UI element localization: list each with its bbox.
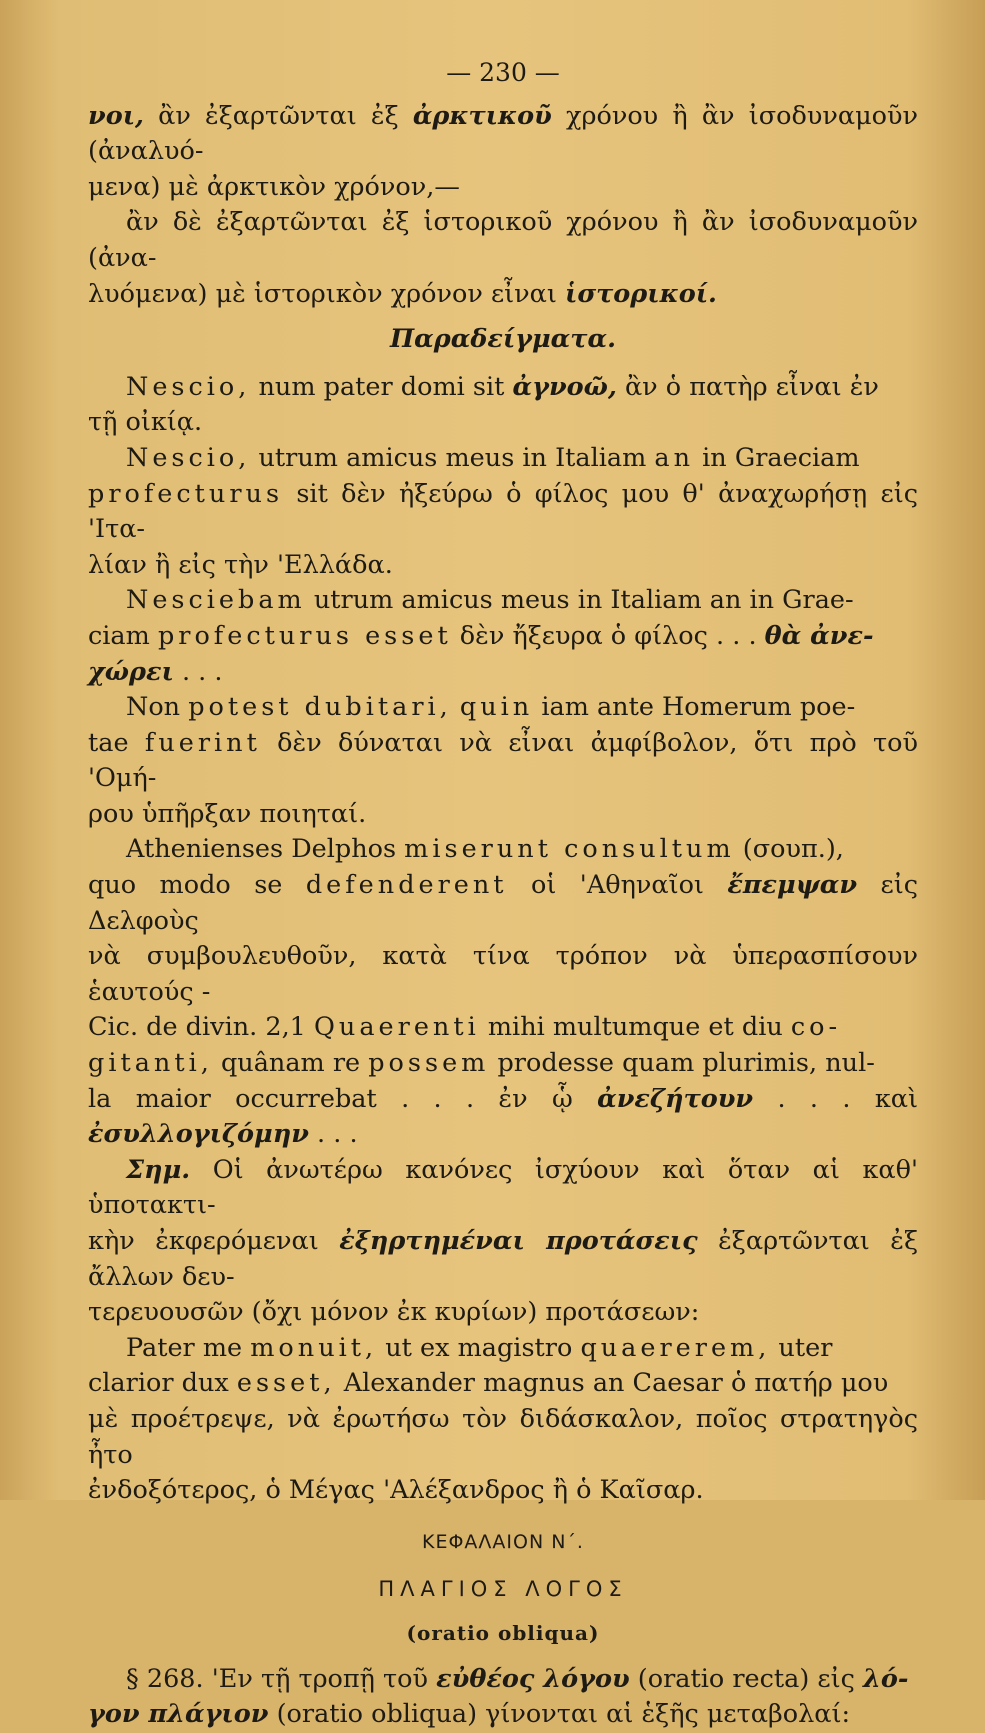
text-run: (σουπ.),: [734, 834, 844, 865]
text-run: ἂν δὲ ἐξαρτῶνται ἐξ ἱστορικοῦ χρόνου ἢ ἂν ἰσοδυναμοῦν (ἀνα-: [88, 207, 918, 273]
text-run: ἂν ἐξαρτῶνται ἐξ: [143, 100, 413, 131]
text-run: utrum amicus meus in Italiam an in Grae-: [305, 585, 854, 616]
text-run: mihi multumque et diu: [479, 1012, 791, 1043]
examples-heading: Παραδείγματα.: [390, 324, 616, 355]
text-run: . . .: [173, 656, 223, 687]
text-run: quin: [459, 692, 534, 723]
page-text: [88, 55, 918, 1733]
text-run: χώρει: [88, 656, 174, 687]
example-5: [88, 832, 918, 1152]
text-run: ἱστορικοί.: [564, 278, 717, 309]
text-run: iam ante Homerum poe-: [533, 692, 856, 723]
text-run: an: [654, 442, 695, 473]
text-run: in Graeciam: [694, 442, 860, 473]
text-run: [452, 692, 460, 722]
text-run: esset,: [236, 1368, 336, 1399]
text-run: εὐθέος λόγου: [436, 1663, 630, 1694]
text-run: νὰ συμβουλευθοῦν, κατὰ τίνα τρόπον νὰ ὑπερασπίσουν ἑαυτούς -: [88, 941, 918, 1007]
text-run: . . .: [308, 1119, 358, 1150]
text-run: § 268. 'Εν τῇ τροπῇ τοῦ: [126, 1663, 437, 1694]
text-run: τῇ οἰκίᾳ.: [88, 407, 203, 438]
text-run: ἂν ὁ πατὴρ εἶναι ἐν: [616, 371, 879, 402]
text-run: ρου ὑπῆρξαν ποιηταί.: [88, 798, 367, 829]
section-268: [88, 1662, 918, 1733]
text-run: . . . καὶ: [753, 1083, 918, 1114]
text-run: ἀγνοῶ,: [512, 371, 617, 402]
text-run: εἰς Δελφοὺς: [88, 870, 918, 936]
text-run: ἀρκτικοῦ: [412, 100, 552, 131]
text-run: quo modo se: [88, 870, 306, 901]
chapter-subtitle-latin: (oratio obliqua): [406, 1620, 600, 1645]
text-run: fuerint: [144, 727, 261, 758]
text-run: la maior occurrebat . . . ἐν ᾧ: [88, 1083, 598, 1114]
text-run: τερευουσῶν (ὄχι μόνον ἐκ κυρίων) προτάσεων:: [88, 1297, 700, 1328]
text-run: num pater domi sit: [250, 371, 513, 402]
example-3: [88, 583, 918, 690]
text-run: δὲν ἤξευρα ὁ φίλος . . .: [451, 620, 765, 651]
text-run: (oratio obliqua) γίνονται αἱ ἑξῆς μεταβολαί:: [268, 1699, 851, 1730]
text-run: quânam re: [212, 1048, 369, 1079]
text-run: ut ex magistro: [377, 1332, 581, 1363]
text-run: ciam: [88, 620, 158, 651]
text-run: sit δὲν ἠξεύρω ὁ φίλος μου θ' ἀναχωρήσῃ εἰς 'Ιτα-: [88, 478, 918, 545]
text-run: λό-: [863, 1663, 909, 1694]
text-run: uter: [770, 1332, 833, 1363]
text-run: clarior dux: [88, 1368, 237, 1399]
text-run: νοι,: [88, 100, 144, 131]
text-run: Athenienses Delphos: [126, 834, 405, 865]
text-run: Nescio,: [126, 442, 251, 473]
text-run: tae: [88, 727, 145, 758]
text-run: co-: [790, 1012, 842, 1043]
text-run: μενα) μὲ ἀρκτικὸν χρόνον,—: [88, 171, 460, 202]
text-run: quaererem,: [580, 1332, 771, 1363]
text-run: λυόμενα) μὲ ἱστορικὸν χρόνον εἶναι: [88, 278, 565, 309]
text-run: ἐσυλλογιζόμην: [88, 1119, 309, 1150]
text-run: Nesciebam: [126, 585, 306, 616]
text-run: miserunt consultum: [404, 834, 735, 865]
text-run: δὲν δύναται νὰ εἶναι ἀμφίβολον, ὅτι πρὸ τοῦ 'Ομή-: [88, 727, 918, 794]
text-run: prodesse quam plurimis, nul-: [489, 1048, 875, 1079]
example-1: [88, 370, 918, 441]
text-run: ἐνδοξότερος, ὁ Μέγας 'Αλέξανδρος ἢ ὁ Καῖσαρ.: [88, 1475, 704, 1506]
chapter-subtitle: ΠΛΑΓΙΟΣ ΛΟΓΟΣ: [378, 1577, 628, 1602]
text-run: monuit,: [250, 1332, 378, 1363]
text-run: χρόνου ἢ ἂν ἰσοδυναμοῦν (ἀναλυό-: [88, 100, 918, 167]
text-run: Οἱ ἀνωτέρω κανόνες ἰσχύουν καὶ ὅταν αἱ καθ' ὑποτακτι-: [88, 1154, 918, 1221]
text-run: Pater me: [126, 1332, 251, 1363]
example-6: [88, 1331, 918, 1509]
text-run: θὰ ἀνε-: [764, 620, 874, 651]
text-run: ἀνεζήτουν: [597, 1083, 754, 1114]
text-run: profecturus: [88, 478, 284, 509]
text-run: γον πλάγιον: [88, 1699, 269, 1730]
text-run: οἱ 'Αθηναῖοι: [507, 870, 728, 901]
example-4: [88, 690, 918, 832]
text-run: profecturus esset: [157, 620, 452, 651]
page-number: — 230 —: [446, 58, 560, 87]
text-run: gitanti,: [88, 1048, 213, 1079]
text-run: potest dubitari,: [188, 692, 452, 723]
text-run: Σημ.: [126, 1154, 191, 1185]
text-run: defenderent: [305, 870, 508, 901]
text-run: Cic. de divin. 2,1: [88, 1012, 315, 1043]
text-run: λίαν ἢ εἰς τὴν 'Ελλάδα.: [88, 549, 393, 580]
text-run: Alexander magnus an Caesar ὁ πατήρ μου: [335, 1368, 889, 1399]
text-run: ἔπεμψαν: [727, 870, 858, 901]
text-run: κὴν ἐκφερόμεναι: [88, 1226, 340, 1256]
paragraph-rule-2: [88, 205, 918, 312]
text-run: (oratio recta) εἰς: [629, 1663, 863, 1694]
example-2: [88, 441, 918, 583]
paragraph-rule: [88, 99, 918, 206]
text-run: possem: [368, 1048, 490, 1079]
note-paragraph: [88, 1153, 918, 1331]
text-run: Quaerenti: [314, 1012, 480, 1043]
text-run: μὲ προέτρεψε, νὰ ἐρωτήσω τὸν διδάσκαλον, ποῖος στρατηγὸς ἦτο: [88, 1403, 918, 1470]
text-run: ἐξηρτημέναι προτάσεις: [339, 1226, 698, 1256]
text-run: utrum amicus meus in Italiam: [250, 442, 655, 473]
text-run: Non: [126, 692, 189, 723]
text-run: ἐξαρτῶνται ἐξ ἄλλων δευ-: [88, 1226, 918, 1292]
text-run: Nescio,: [126, 371, 251, 402]
chapter-heading: ΚΕΦΑΛΑΙΟΝ Ν΄.: [422, 1530, 584, 1553]
